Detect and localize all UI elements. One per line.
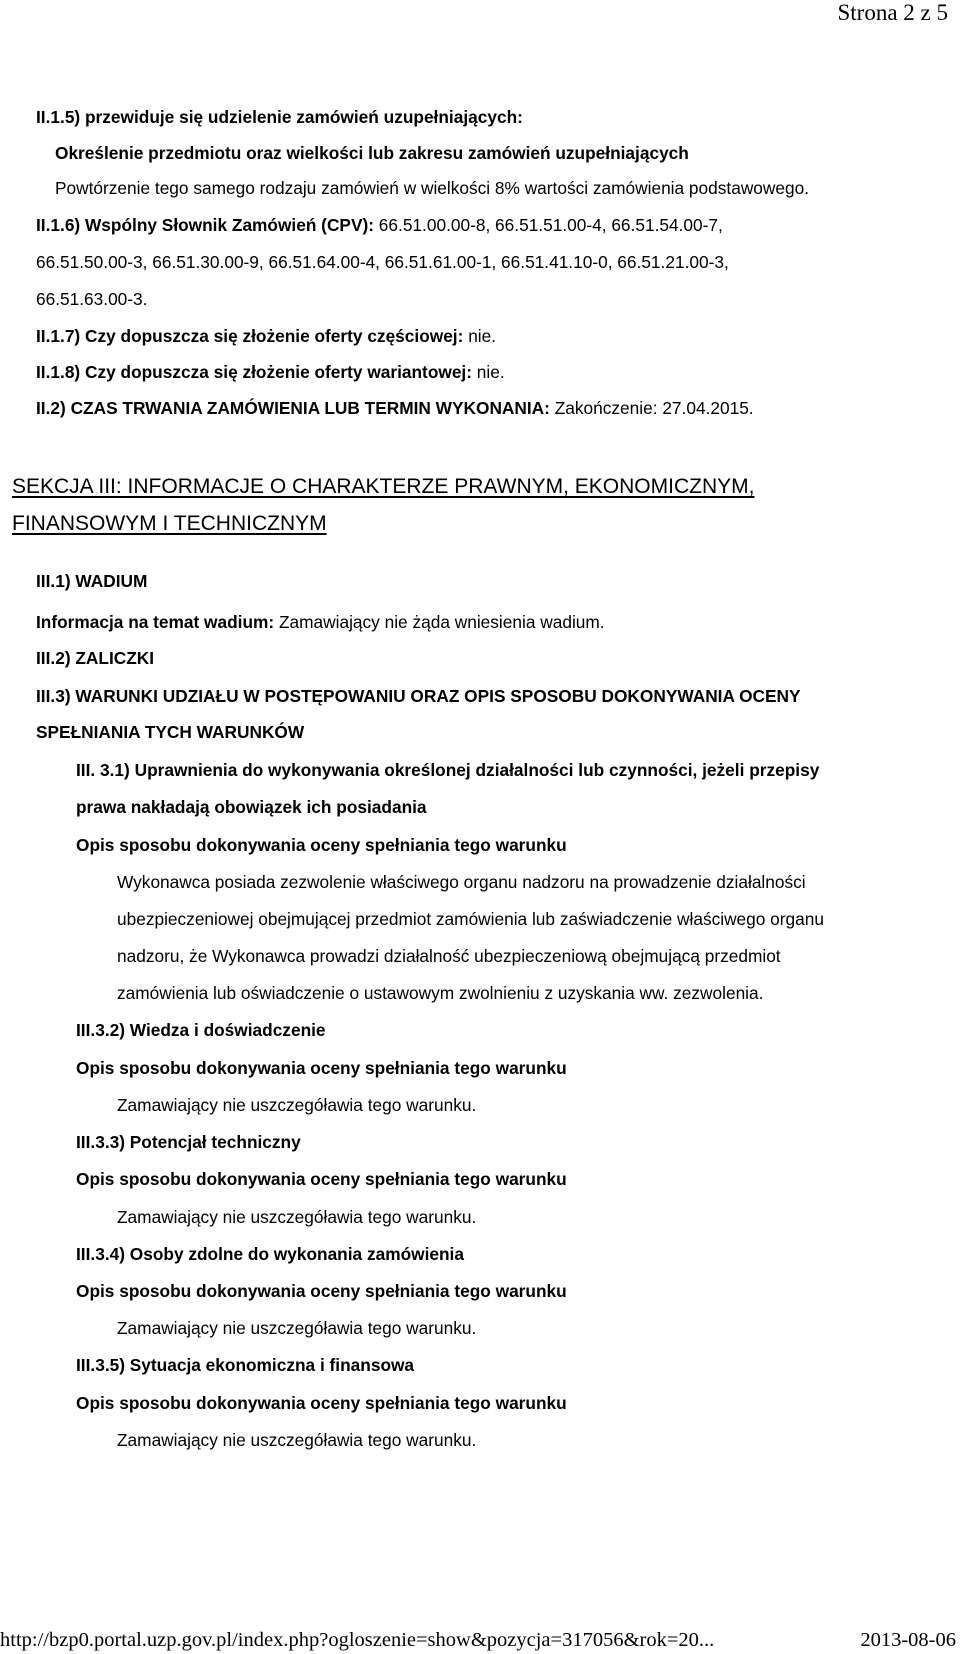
section-iii-heading-line-1: SEKCJA III: INFORMACJE O CHARAKTERZE PRAWNYM, EKONOMICZNYM, xyxy=(12,475,755,498)
cpv-codes-line-2: 66.51.50.00-3, 66.51.30.00-9, 66.51.64.00-4, 66.51.61.00-1, 66.51.41.10-0, 66.51.21.00-3, xyxy=(36,252,729,272)
variant-offer-value: nie. xyxy=(476,362,505,382)
partial-offer-value: nie. xyxy=(468,326,497,346)
section-iii-3-4-title: III.3.4) Osoby zdolne do wykonania zamówienia xyxy=(76,1244,464,1264)
section-ii-1-5-subtitle: Określenie przedmiotu oraz wielkości lub zakresu zamówień uzupełniających xyxy=(55,143,689,163)
section-iii-3-5-opis: Opis sposobu dokonywania oceny spełniania tego warunku xyxy=(76,1393,567,1413)
section-iii-3-2-opis: Opis sposobu dokonywania oceny spełniania tego warunku xyxy=(76,1058,567,1078)
section-iii-3-1-text-line-2: ubezpieczeniowej obejmującej przedmiot zamówienia lub zaświadczenie właściwego organu xyxy=(117,909,824,929)
footer-date: 2013-08-06 xyxy=(860,1629,956,1651)
variant-offer-label: II.1.8) Czy dopuszcza się złożenie oferty wariantowej: xyxy=(36,362,472,382)
section-iii-3-1-title-line-2: prawa nakładają obowiązek ich posiadania xyxy=(76,797,427,817)
section-iii-3-1-text-line-3: nadzoru, że Wykonawca prowadzi działalność ubezpieczeniową obejmującą przedmiot xyxy=(117,946,781,966)
duration-label: II.2) CZAS TRWANIA ZAMÓWIENIA LUB TERMIN WYKONANIA: xyxy=(36,398,550,418)
section-iii-3-1-text-line-4: zamówienia lub oświadczenie o ustawowym zwolnieniu z uzyskania ww. zezwolenia. xyxy=(117,983,764,1003)
section-iii-3-2-text: Zamawiający nie uszczegóławia tego warunku. xyxy=(117,1095,477,1115)
footer-url-link[interactable]: http://bzp0.portal.uzp.gov.pl/index.php?ogloszenie=show&pozycja=317056&rok=20... xyxy=(0,1629,715,1651)
section-iii-3-1-title-line-1: III. 3.1) Uprawnienia do wykonywania określonej działalności lub czynności, jeżeli przepisy xyxy=(76,760,820,780)
section-iii-3-1-opis: Opis sposobu dokonywania oceny spełniania tego warunku xyxy=(76,835,567,855)
section-iii-3-2-title: III.3.2) Wiedza i doświadczenie xyxy=(76,1020,326,1040)
section-iii-1-title: III.1) WADIUM xyxy=(36,571,148,591)
section-iii-3-3-opis: Opis sposobu dokonywania oceny spełniania tego warunku xyxy=(76,1169,567,1189)
page-number: Strona 2 z 5 xyxy=(837,0,948,25)
duration-value: Zakończenie: 27.04.2015. xyxy=(554,398,754,418)
section-ii-1-5-text: Powtórzenie tego samego rodzaju zamówień w wielkości 8% wartości zamówienia podstawowego. xyxy=(55,178,810,198)
wadium-value: Zamawiający nie żąda wniesienia wadium. xyxy=(278,612,605,632)
section-ii-2 xyxy=(36,397,754,419)
section-iii-3-4-text: Zamawiający nie uszczegóławia tego warunku. xyxy=(117,1318,477,1338)
section-iii-3-5-text: Zamawiający nie uszczegóławia tego warunku. xyxy=(117,1430,477,1450)
section-iii-3-3-text: Zamawiający nie uszczegóławia tego warunku. xyxy=(117,1207,477,1227)
section-iii-3-3-title: III.3.3) Potencjał techniczny xyxy=(76,1132,301,1152)
section-iii-3-title-line-2: SPEŁNIANIA TYCH WARUNKÓW xyxy=(36,722,305,742)
section-ii-1-5-title: II.1.5) przewiduje się udzielenie zamówień uzupełniających: xyxy=(36,107,523,127)
cpv-label: II.1.6) Wspólny Słownik Zamówień (CPV): xyxy=(36,215,374,235)
section-iii-3-title-line-1: III.3) WARUNKI UDZIAŁU W POSTĘPOWANIU ORAZ OPIS SPOSOBU DOKONYWANIA OCENY xyxy=(36,686,801,706)
section-iii-2-title: III.2) ZALICZKI xyxy=(36,648,155,668)
section-iii-3-1-text-line-1: Wykonawca posiada zezwolenie właściwego organu nadzoru na prowadzenie działalności xyxy=(117,872,806,892)
wadium-label: Informacja na temat wadium: xyxy=(36,612,275,632)
cpv-codes-line-3: 66.51.63.00-3. xyxy=(36,289,148,309)
section-ii-1-7 xyxy=(36,325,496,347)
partial-offer-label: II.1.7) Czy dopuszcza się złożenie oferty częściowej: xyxy=(36,326,464,346)
section-ii-1-6 xyxy=(36,214,723,236)
cpv-codes-line-1: 66.51.00.00-8, 66.51.51.00-4, 66.51.54.00-7, xyxy=(378,215,723,235)
section-iii-1-info xyxy=(36,611,605,633)
section-iii-heading-line-2: FINANSOWYM I TECHNICZNYM xyxy=(12,512,327,535)
section-ii-1-8 xyxy=(36,361,505,383)
section-iii-3-5-title: III.3.5) Sytuacja ekonomiczna i finansowa xyxy=(76,1355,415,1375)
section-iii-3-4-opis: Opis sposobu dokonywania oceny spełniania tego warunku xyxy=(76,1281,567,1301)
